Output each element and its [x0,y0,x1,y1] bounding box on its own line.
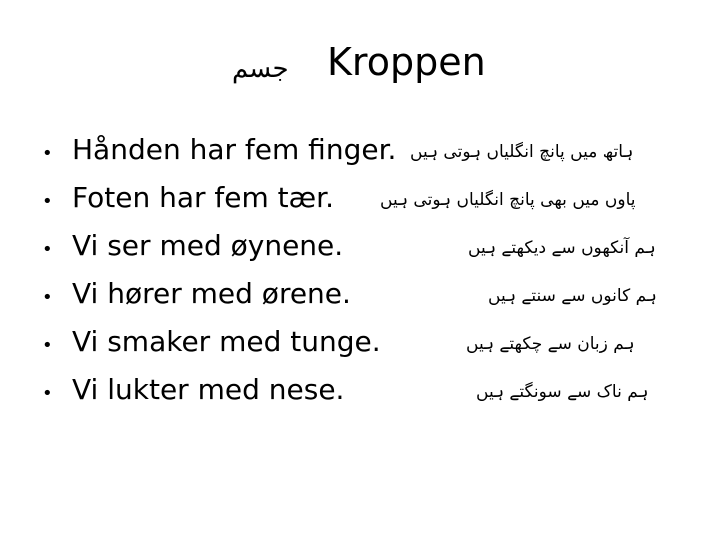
urdu-sentence: پاوں میں بھی پانچ انگلیاں ہوتی ہیں [380,190,636,210]
urdu-sentence: ہم آنکھوں سے دیکھتے ہیں [468,238,656,258]
norwegian-sentence: Vi lukter med nese. [72,373,345,406]
bullet-icon: • [42,335,53,356]
slide-title [0,40,720,90]
norwegian-sentence: Hånden har fem finger. [72,133,397,166]
list-item [0,325,720,373]
title-urdu: جسم [232,54,289,84]
norwegian-sentence: Foten har fem tær. [72,181,334,214]
bullet-icon: • [42,191,53,212]
list-item [0,181,720,229]
list-item [0,373,720,421]
urdu-sentence: ہم کانوں سے سنتے ہیں [488,286,657,306]
bullet-icon: • [42,383,53,404]
norwegian-sentence: Vi hører med ørene. [72,277,351,310]
bullet-icon: • [42,143,53,164]
bullet-icon: • [42,239,53,260]
urdu-sentence: ہم زبان سے چکھتے ہیں [466,334,635,354]
bullet-icon: • [42,287,53,308]
list-item [0,229,720,277]
urdu-sentence: ہاتھ میں پانچ انگلیاں ہوتی ہیں [410,142,634,162]
list-item [0,133,720,181]
list-item [0,277,720,325]
norwegian-sentence: Vi ser med øynene. [72,229,344,262]
title-norwegian: Kroppen [327,40,486,84]
urdu-sentence: ہم ناک سے سونگتے ہیں [476,382,649,402]
norwegian-sentence: Vi smaker med tunge. [72,325,381,358]
